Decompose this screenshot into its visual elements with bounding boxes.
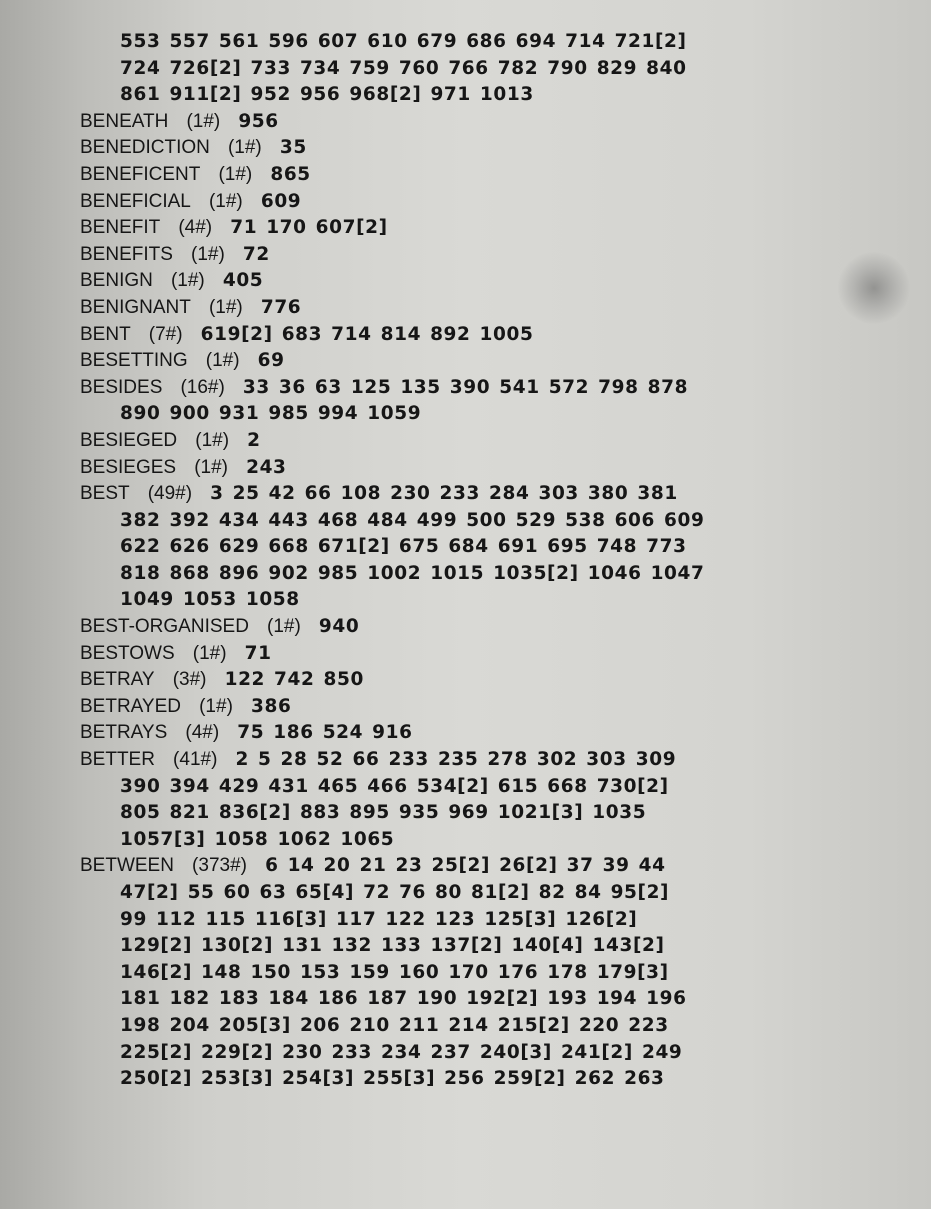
- index-entry-first-line: [80, 109, 880, 136]
- index-occurrence-count: (1#): [267, 616, 301, 638]
- index-entry-first-line: [80, 215, 880, 242]
- page-references: 69: [257, 350, 285, 372]
- index-entry: [80, 481, 880, 614]
- index-headword: BENT: [80, 323, 131, 345]
- index-entry-first-line: [80, 853, 880, 880]
- index-entry-first-line: [80, 268, 880, 295]
- page-references: 35: [279, 137, 307, 159]
- page-references: 122 742 850: [224, 669, 364, 691]
- page-references: 198 204 205[3] 206 210 211 214 215[2] 220 223: [120, 1014, 669, 1036]
- page-references: 1057[3] 1058 1062 1065: [120, 828, 395, 850]
- page-references: 250[2] 253[3] 254[3] 255[3] 256 259[2] 262 263: [120, 1068, 665, 1090]
- index-entry: [80, 109, 880, 136]
- page-references: 72: [242, 243, 270, 265]
- index-occurrence-count: (1#): [227, 137, 262, 159]
- index-occurrence-count: (1#): [218, 163, 253, 185]
- page-references: 71: [244, 642, 272, 664]
- index-entry: [80, 641, 880, 668]
- index-entry-first-line: [80, 614, 880, 641]
- index-entry: [80, 375, 880, 428]
- page-references: 2 5 28 52 66 233 235 278 302 303 309: [235, 749, 677, 771]
- index-entry-first-line: [80, 189, 880, 216]
- page-references: 622 626 629 668 671[2] 675 684 691 695 748 773: [120, 536, 687, 558]
- index-headword: BEST-ORGANISED: [80, 616, 249, 638]
- index-entry-continuation-line: [80, 508, 880, 535]
- index-occurrence-count: (16#): [180, 376, 225, 398]
- page-references: 386: [251, 695, 292, 717]
- index-entry: [80, 162, 880, 189]
- index-headword: BESIDES: [80, 376, 163, 398]
- page-references: 724 726[2] 733 734 759 760 766 782 790 829 840: [120, 57, 687, 79]
- page-references: 609: [260, 190, 302, 212]
- index-entry-first-line: [80, 455, 880, 482]
- index-entry-continuation-line: [80, 960, 880, 987]
- index-entry-continuation-line: [80, 587, 880, 614]
- page-references: 146[2] 148 150 153 159 160 170 176 178 179[3]: [120, 961, 669, 983]
- index-headword: BENEFICENT: [80, 163, 201, 185]
- index-entry-first-line: [80, 162, 880, 189]
- page-references: 861 911[2] 952 956 968[2] 971 1013: [120, 84, 534, 106]
- page-references: 805 821 836[2] 883 895 935 969 1021[3] 1035: [120, 802, 647, 824]
- index-occurrence-count: (49#): [147, 483, 193, 505]
- page-references: 890 900 931 985 994 1059: [120, 403, 422, 425]
- index-headword: BENEATH: [80, 110, 169, 132]
- index-entry-first-line: [80, 641, 880, 668]
- index-entry-continuation-line: [80, 82, 880, 109]
- index-entry: [80, 135, 880, 162]
- index-entry-continuation-line: [80, 827, 880, 854]
- page-references: 776: [260, 296, 302, 318]
- index-entry: [80, 29, 880, 109]
- index-entry-continuation-line: [80, 933, 880, 960]
- index-occurrence-count: (1#): [170, 270, 205, 292]
- page-references: 2: [247, 429, 261, 451]
- index-occurrence-count: (373#): [192, 855, 247, 877]
- index-headword: BENEFICIAL: [80, 190, 191, 212]
- index-entry-continuation-line: [80, 880, 880, 907]
- page-references: 553 557 561 596 607 610 679 686 694 714 721[2]: [120, 31, 687, 52]
- index-occurrence-count: (1#): [191, 243, 225, 265]
- index-headword: BESTOWS: [80, 642, 175, 664]
- page-references: 243: [246, 456, 287, 478]
- page-references: 71 170 607[2]: [230, 217, 388, 239]
- index-headword: BETRAYS: [80, 722, 168, 744]
- index-entry-first-line: [80, 694, 880, 721]
- index-entry: [80, 348, 880, 375]
- index-headword: BESETTING: [80, 350, 188, 372]
- index-entry: [80, 189, 880, 216]
- page-references: 225[2] 229[2] 230 233 234 237 240[3] 241[2] 249: [120, 1041, 683, 1063]
- page-references: 181 182 183 184 186 187 190 192[2] 193 194 196: [120, 988, 687, 1010]
- index-headword: BETRAY: [80, 669, 155, 691]
- index-entry-first-line: [80, 242, 880, 269]
- index-entry-first-line: [80, 322, 880, 349]
- index-entry: [80, 322, 880, 349]
- index-headword: BETRAYED: [80, 695, 182, 717]
- index-entry: [80, 720, 880, 747]
- index-entry-continuation-line: [80, 800, 880, 827]
- index-headword: BENIGNANT: [80, 296, 191, 318]
- index-entry: [80, 667, 880, 694]
- index-entry: [80, 215, 880, 242]
- index-occurrence-count: (1#): [208, 296, 243, 318]
- page-references: 1049 1053 1058: [120, 589, 300, 611]
- index-entry: [80, 268, 880, 295]
- index-entry: [80, 455, 880, 482]
- index-entry-continuation-line: [80, 1040, 880, 1067]
- page-references: 390 394 429 431 465 466 534[2] 615 668 730[2]: [120, 775, 669, 797]
- index-occurrence-count: (1#): [208, 190, 243, 212]
- page-references: 3 25 42 66 108 230 233 284 303 380 381: [210, 483, 678, 505]
- index-headword: BEST: [80, 483, 130, 505]
- index-occurrence-count: (1#): [194, 456, 228, 478]
- index-headword: BENEDICTION: [80, 137, 210, 159]
- page-references: 940: [318, 616, 360, 638]
- page-references: 956: [238, 110, 279, 132]
- page-references: 75 186 524 916: [237, 722, 413, 744]
- index-entry-first-line: [80, 295, 880, 322]
- index-entry-continuation-line: [80, 774, 880, 801]
- index-occurrence-count: (1#): [205, 350, 240, 372]
- index-entry: [80, 428, 880, 455]
- index-occurrence-count: (3#): [172, 669, 207, 691]
- index-entry: [80, 853, 880, 1092]
- index-occurrence-count: (7#): [148, 323, 183, 345]
- page-references: 99 112 115 116[3] 117 122 123 125[3] 126[2]: [120, 908, 638, 930]
- index-entry-continuation-line: [80, 1013, 880, 1040]
- index-occurrence-count: (41#): [173, 749, 218, 771]
- index-headword: BETTER: [80, 749, 155, 771]
- index-entry-first-line: [80, 428, 880, 455]
- index-entry-first-line: [80, 667, 880, 694]
- index-entry-continuation-line: [80, 29, 880, 56]
- index-entry: [80, 747, 880, 853]
- page-references: 33 36 63 125 135 390 541 572 798 878: [242, 376, 689, 398]
- index-entry-first-line: [80, 747, 880, 774]
- index-entry-continuation-line: [80, 401, 880, 428]
- index-entry-continuation-line: [80, 534, 880, 561]
- index-occurrence-count: (4#): [178, 217, 213, 239]
- index-entry-continuation-line: [80, 1066, 880, 1093]
- index-headword: BESIEGES: [80, 456, 177, 478]
- index-entry-continuation-line: [80, 561, 880, 588]
- page-references: 619[2] 683 714 814 892 1005: [200, 323, 534, 345]
- index-headword: BETWEEN: [80, 855, 174, 877]
- index-occurrence-count: (1#): [199, 695, 233, 717]
- index-entry-first-line: [80, 375, 880, 402]
- page-references: 865: [270, 163, 311, 185]
- index-headword: BENIGN: [80, 270, 153, 292]
- index-entry-first-line: [80, 720, 880, 747]
- index-headword: BENEFITS: [80, 243, 173, 265]
- index-occurrence-count: (1#): [186, 110, 221, 132]
- index-entry: [80, 295, 880, 322]
- index-entry-continuation-line: [80, 986, 880, 1013]
- index-headword: BENEFIT: [80, 217, 161, 239]
- page-references: 382 392 434 443 468 484 499 500 529 538 606 609: [120, 509, 705, 531]
- index-headword: BESIEGED: [80, 429, 178, 451]
- page-references: 818 868 896 902 985 1002 1015 1035[2] 1046 1047: [120, 562, 705, 584]
- index-entry-first-line: [80, 135, 880, 162]
- index-occurrence-count: (1#): [195, 429, 230, 451]
- page-references: 6 14 20 21 23 25[2] 26[2] 37 39 44: [265, 855, 666, 877]
- index-occurrence-count: (4#): [185, 722, 220, 744]
- concordance-index: [80, 29, 880, 1093]
- index-entry: [80, 694, 880, 721]
- index-entry-continuation-line: [80, 56, 880, 83]
- index-entry-continuation-line: [80, 907, 880, 934]
- index-entry-first-line: [80, 348, 880, 375]
- index-entry-first-line: [80, 481, 880, 508]
- index-occurrence-count: (1#): [192, 642, 227, 664]
- index-entry: [80, 614, 880, 641]
- page-references: 47[2] 55 60 63 65[4] 72 76 80 81[2] 82 84 95[2]: [120, 882, 670, 903]
- index-entry: [80, 242, 880, 269]
- page-references: 405: [222, 270, 264, 292]
- page-references: 129[2] 130[2] 131 132 133 137[2] 140[4] 143[2]: [120, 935, 665, 957]
